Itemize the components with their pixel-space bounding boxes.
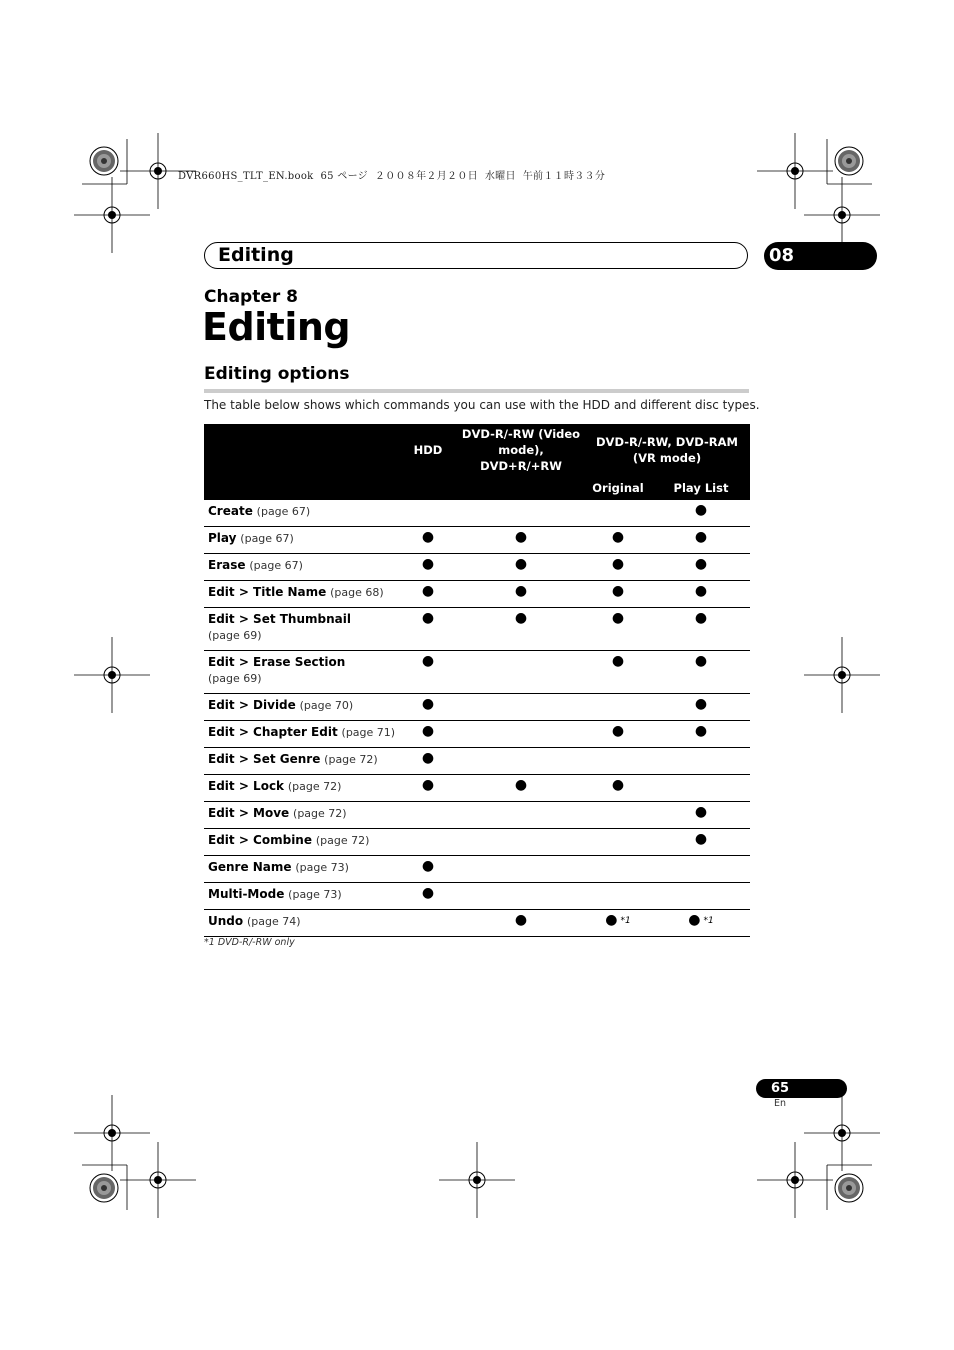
table-row bbox=[204, 829, 750, 856]
section-title: Editing options bbox=[204, 364, 350, 384]
section-intro: The table below shows which commands you can use with the HDD and different disc types. bbox=[204, 398, 760, 412]
play-list-cell: ● bbox=[652, 608, 750, 651]
original-cell: ● bbox=[584, 651, 652, 694]
hdd-cell: ● bbox=[398, 651, 458, 694]
hdd-cell: ● bbox=[398, 554, 458, 581]
page-number: 65 bbox=[771, 1081, 790, 1096]
video-mode-cell bbox=[458, 694, 584, 721]
table-row bbox=[204, 694, 750, 721]
play-list-cell: ● bbox=[652, 721, 750, 748]
original-cell bbox=[584, 829, 652, 856]
table-row bbox=[204, 775, 750, 802]
video-mode-cell: ● bbox=[458, 527, 584, 554]
hdd-cell bbox=[398, 500, 458, 527]
play-list-cell bbox=[652, 748, 750, 775]
page-number-tab bbox=[756, 1079, 847, 1098]
page-reference: (page 70) bbox=[299, 699, 354, 712]
play-list-cell: ● bbox=[652, 554, 750, 581]
command-name: Create bbox=[208, 504, 253, 518]
hdd-cell: ● bbox=[398, 775, 458, 802]
page-reference: (page 67) bbox=[240, 532, 294, 545]
registration-crosshair-icon bbox=[804, 637, 880, 713]
page-reference: (page 69) bbox=[208, 629, 262, 642]
chapter-label: Chapter 8 bbox=[204, 287, 299, 307]
registration-crosshair-icon bbox=[439, 1142, 515, 1218]
table-row bbox=[204, 910, 750, 937]
original-cell: ● bbox=[584, 581, 652, 608]
video-mode-cell: ● bbox=[458, 554, 584, 581]
page-reference: (page 71) bbox=[341, 726, 396, 739]
page-reference: (page 69) bbox=[208, 672, 262, 685]
page-reference: (page 67) bbox=[256, 505, 311, 518]
footnote-reference: *1 bbox=[703, 916, 714, 926]
command-name: Edit > Chapter Edit bbox=[208, 725, 338, 739]
play-list-cell: ● bbox=[652, 527, 750, 554]
original-cell bbox=[584, 748, 652, 775]
header-play-list: Play List bbox=[652, 476, 750, 500]
video-mode-cell bbox=[458, 883, 584, 910]
command-name: Play bbox=[208, 531, 237, 545]
page-reference: (page 74) bbox=[246, 915, 301, 928]
hdd-cell: ● bbox=[398, 883, 458, 910]
original-cell: ● bbox=[584, 721, 652, 748]
original-cell bbox=[584, 694, 652, 721]
hdd-cell: ● bbox=[398, 527, 458, 554]
command-name: Edit > Combine bbox=[208, 833, 312, 847]
table-row bbox=[204, 856, 750, 883]
table-row bbox=[204, 802, 750, 829]
chapter-number: 08 bbox=[769, 245, 795, 266]
play-list-cell bbox=[652, 775, 750, 802]
footnote-reference: *1 bbox=[620, 916, 631, 926]
video-mode-cell bbox=[458, 856, 584, 883]
editing-options-table bbox=[204, 424, 750, 937]
hdd-cell: ● bbox=[398, 856, 458, 883]
command-name: Edit > Move bbox=[208, 806, 290, 820]
running-header-title: Editing bbox=[218, 244, 294, 266]
table-row bbox=[204, 883, 750, 910]
hdd-cell: ● bbox=[398, 581, 458, 608]
original-cell: ● bbox=[584, 554, 652, 581]
play-list-cell: ● bbox=[688, 912, 701, 928]
table-row bbox=[204, 581, 750, 608]
table-row bbox=[204, 608, 750, 651]
registration-rosette-icon bbox=[90, 147, 118, 175]
hdd-cell: ● bbox=[398, 721, 458, 748]
table-row bbox=[204, 748, 750, 775]
video-mode-cell bbox=[458, 500, 584, 527]
page-reference: (page 68) bbox=[330, 586, 384, 599]
play-list-cell bbox=[652, 883, 750, 910]
hdd-cell bbox=[398, 802, 458, 829]
command-name: Edit > Lock bbox=[208, 779, 285, 793]
registration-crosshair-icon bbox=[120, 1142, 196, 1218]
video-mode-cell bbox=[458, 748, 584, 775]
video-mode-cell bbox=[458, 802, 584, 829]
original-cell: ● bbox=[584, 527, 652, 554]
command-name: Edit > Set Genre bbox=[208, 752, 321, 766]
registration-crosshair-icon bbox=[757, 1142, 833, 1218]
registration-rosette-icon bbox=[90, 1174, 118, 1202]
video-mode-cell: ● bbox=[458, 775, 584, 802]
table-row bbox=[204, 651, 750, 694]
registration-crosshair-icon bbox=[74, 637, 150, 713]
play-list-cell: ● bbox=[652, 581, 750, 608]
command-name: Edit > Set Thumbnail bbox=[208, 612, 351, 626]
table-row bbox=[204, 527, 750, 554]
header-hdd: HDD bbox=[398, 424, 458, 476]
video-mode-cell bbox=[458, 651, 584, 694]
page-title: Editing bbox=[202, 305, 351, 349]
hdd-cell bbox=[398, 829, 458, 856]
hdd-cell: ● bbox=[398, 694, 458, 721]
page-language: En bbox=[774, 1098, 787, 1109]
header-dvd-vr-mode: DVD-R/-RW, DVD-RAM (VR mode) bbox=[584, 424, 750, 476]
command-name: Edit > Title Name bbox=[208, 585, 327, 599]
play-list-cell: ● bbox=[652, 829, 750, 856]
original-cell bbox=[584, 883, 652, 910]
command-name: Genre Name bbox=[208, 860, 292, 874]
header-original: Original bbox=[584, 476, 652, 500]
page-reference: (page 72) bbox=[293, 807, 347, 820]
header-dvd-video-mode: DVD-R/-RW (Video mode), DVD+R/+RW bbox=[458, 424, 584, 476]
registration-crosshair-icon bbox=[804, 1095, 880, 1171]
table-row bbox=[204, 721, 750, 748]
play-list-cell bbox=[652, 856, 750, 883]
command-name: Erase bbox=[208, 558, 246, 572]
command-name: Edit > Divide bbox=[208, 698, 296, 712]
table-row bbox=[204, 500, 750, 527]
registration-crosshair-icon bbox=[757, 133, 833, 209]
page-reference: (page 72) bbox=[324, 753, 378, 766]
section-divider bbox=[204, 389, 749, 393]
video-mode-cell bbox=[458, 721, 584, 748]
video-mode-cell bbox=[458, 829, 584, 856]
original-cell bbox=[584, 500, 652, 527]
page-reference: (page 73) bbox=[295, 861, 349, 874]
command-name: Multi-Mode bbox=[208, 887, 285, 901]
original-cell: ● bbox=[605, 912, 618, 928]
original-cell: ● bbox=[584, 775, 652, 802]
original-cell: ● bbox=[584, 608, 652, 651]
play-list-cell: ● bbox=[652, 500, 750, 527]
registration-crosshair-icon bbox=[74, 1095, 150, 1171]
command-name: Undo bbox=[208, 914, 244, 928]
play-list-cell: ● bbox=[652, 651, 750, 694]
table-footnote: *1 DVD-R/-RW only bbox=[204, 937, 295, 948]
print-slug: DVR660HS_TLT_EN.book 65 ページ ２００８年２月２０日 水曜日 午前１１時３３分 bbox=[178, 171, 606, 182]
original-cell bbox=[584, 802, 652, 829]
registration-rosette-icon bbox=[835, 1174, 863, 1202]
original-cell bbox=[584, 856, 652, 883]
registration-rosette-icon bbox=[835, 147, 863, 175]
page-reference: (page 73) bbox=[288, 888, 342, 901]
page-reference: (page 72) bbox=[315, 834, 370, 847]
header-blank bbox=[204, 424, 398, 476]
hdd-cell: ● bbox=[398, 748, 458, 775]
table-row bbox=[204, 554, 750, 581]
video-mode-cell: ● bbox=[458, 910, 584, 937]
video-mode-cell: ● bbox=[458, 608, 584, 651]
page-reference: (page 72) bbox=[287, 780, 342, 793]
play-list-cell: ● bbox=[652, 802, 750, 829]
video-mode-cell: ● bbox=[458, 581, 584, 608]
play-list-cell: ● bbox=[652, 694, 750, 721]
command-name: Edit > Erase Section bbox=[208, 655, 346, 669]
hdd-cell bbox=[398, 910, 458, 937]
page-reference: (page 67) bbox=[249, 559, 303, 572]
registration-crosshair-icon bbox=[74, 177, 150, 253]
hdd-cell: ● bbox=[398, 608, 458, 651]
